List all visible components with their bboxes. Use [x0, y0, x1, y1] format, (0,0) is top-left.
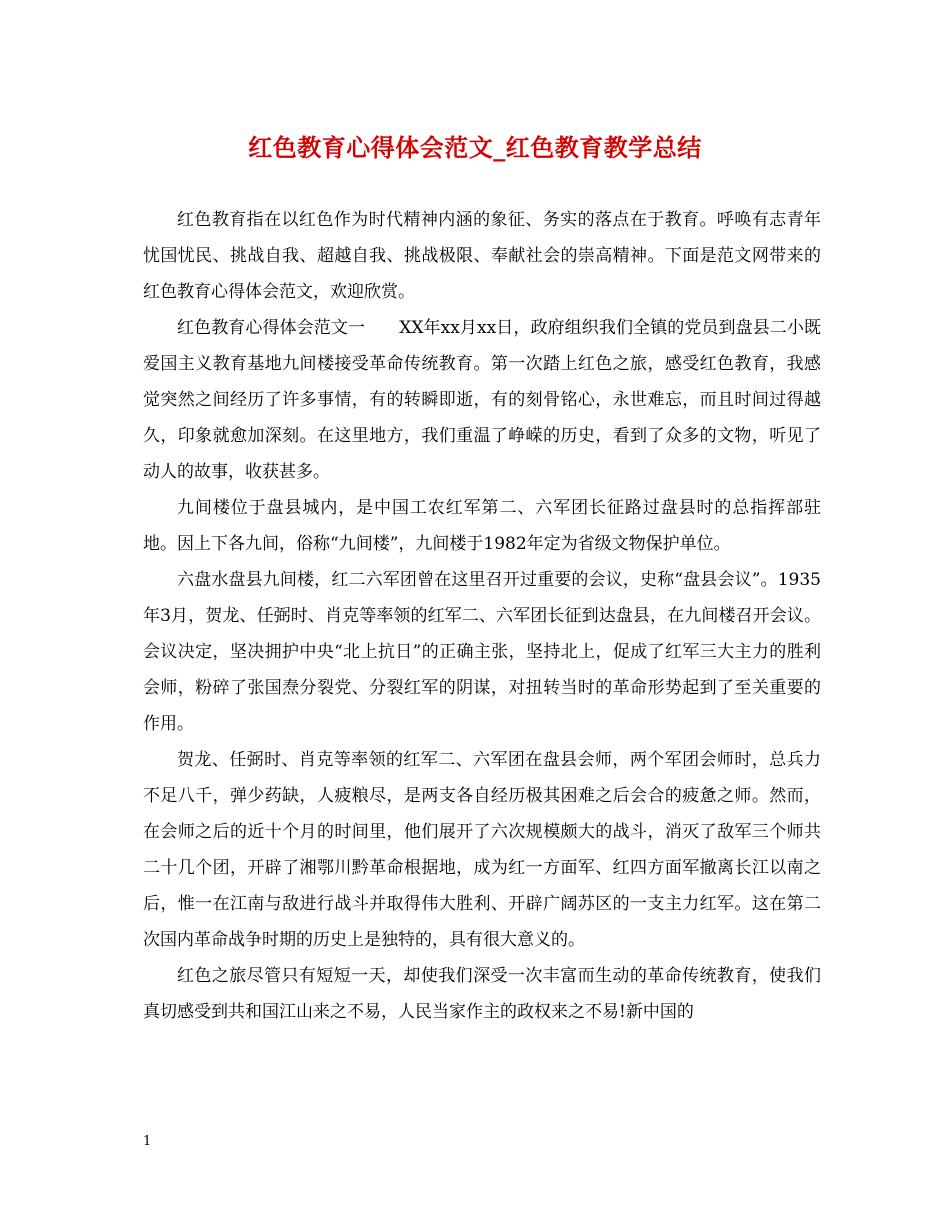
paragraph-5: 贺龙、任弼时、肖克等率领的红军二、六军团在盘县会师，两个军团会师时，总兵力不足八千，弹少药缺，人疲粮尽，是两支各自经历极其困难之后会合的疲惫之师。然而，在会师之后的近十个月的时间里，他们展开了六次规模颇大的战斗，消灭了敌军三个师共二十几个团，开辟了湘鄂川黔革命根据地，成为红一方面军、红四方面军撤离长江以南之后，惟一在江南与敌进行战斗并取得伟大胜利、开辟广阔苏区的一支主力红军。这在第二次国内革命战争时期的历史上是独特的，具有很大意义的。 [143, 750, 821, 950]
document-title: 红色教育心得体会范文_红色教育教学总结 [248, 133, 702, 162]
page-number: 1 [143, 1134, 152, 1149]
document-body [143, 202, 821, 1030]
paragraph-6: 红色之旅尽管只有短短一天，却使我们深受一次丰富而生动的革命传统教育，使我们真切感受到共和国江山来之不易，人民当家作主的政权来之不易!新中国的 [143, 966, 821, 1022]
paragraph-4: 六盘水盘县九间楼，红二六军团曾在这里召开过重要的会议，史称“盘县会议”。1935年3月，贺龙、任弼时、肖克等率领的红军二、六军团长征到达盘县，在九间楼召开会议。会议决定，坚决拥护中央“北上抗日”的正确主张，坚持北上，促成了红军三大主力的胜利会师，粉碎了张国焘分裂党、分裂红军的阴谋，对扭转当时的革命形势起到了至关重要的作用。 [143, 570, 821, 734]
paragraph-3: 九间楼位于盘县城内，是中国工农红军第二、六军团长征路过盘县时的总指挥部驻地。因上下各九间，俗称“九间楼”，九间楼于1982年定为省级文物保护单位。 [143, 498, 821, 554]
paragraph-1: 红色教育指在以红色作为时代精神内涵的象征、务实的落点在于教育。呼唤有志青年忧国忧民、挑战自我、超越自我、挑战极限、奉献社会的崇高精神。下面是范文网带来的红色教育心得体会范文，欢迎欣赏。 [143, 210, 821, 302]
paragraph-2: 红色教育心得体会范文一 XX年xx月xx日，政府组织我们全镇的党员到盘县二小既爱国主义教育基地九间楼接受革命传统教育。第一次踏上红色之旅，感受红色教育，我感觉突然之间经历了许多事情，有的转瞬即逝，有的刻骨铭心，永世难忘，而且时间过得越久，印象就愈加深刻。在这里地方，我们重温了峥嵘的历史，看到了众多的文物，听见了动人的故事，收获甚多。 [143, 318, 821, 482]
